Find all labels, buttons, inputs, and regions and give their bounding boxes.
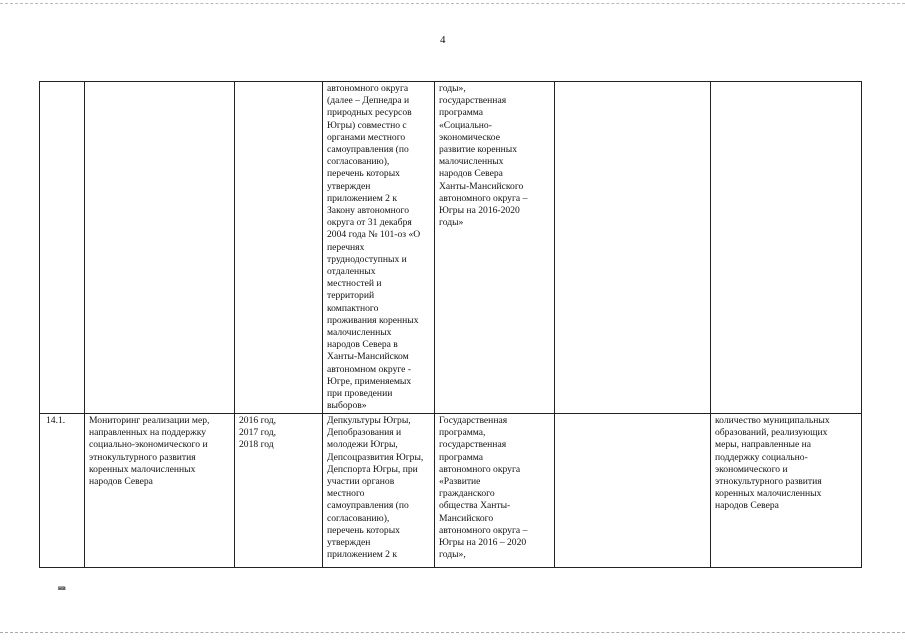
row-number-cell xyxy=(40,82,85,414)
scan-edge-top xyxy=(0,3,905,4)
page-number: 4 xyxy=(440,34,446,46)
program-cell: годы», государственная программа «Социально- экономическое развитие коренных малочисленных народов Севера Ханты-Мансийского автономного округа – Югры на 2016-2020 годы» xyxy=(435,82,555,414)
responsible-cell: Депкультуры Югры, Депобразования и молодежи Югры, Депсоцразвития Югры, Депспорта Югры, при участии органов местного самоуправления (по согласованию), перечень которых утвержден приложением 2 к xyxy=(323,414,435,568)
years-cell xyxy=(235,82,323,414)
indicator-cell xyxy=(711,82,862,414)
empty-cell xyxy=(555,82,711,414)
responsible-cell: автономного округа (далее – Депнедра и природных ресурсов Югры) совместно с органами местного самоуправления (по согласованию), перечень которых утвержден приложением 2 к Закону автономного округа от 31 декабря 2004 года № 101-оз «О перечнях труднодоступных и отдаленных местностей и территорий компактного проживания коренных малочисленных народов Севера в Ханты-Мансийском автономном округе - Югре, применяемых при проведении выборов» xyxy=(323,82,435,414)
measure-cell xyxy=(85,82,235,414)
footer-initials: нв xyxy=(58,584,66,592)
measure-cell: Мониторинг реализации мер, направленных на поддержку социально-экономического и этнокультурного развития коренных малочисленных народов Севера xyxy=(85,414,235,568)
measures-table xyxy=(39,81,862,568)
scan-edge-bottom xyxy=(0,632,905,633)
program-cell: Государственная программа, государственная программа автономного округа «Развитие гражданского общества Ханты- Мансийского автономного округа – Югры на 2016 – 2020 годы», xyxy=(435,414,555,568)
empty-cell xyxy=(555,414,711,568)
table-row xyxy=(40,414,862,568)
years-cell: 2016 год, 2017 год, 2018 год xyxy=(235,414,323,568)
row-number-cell: 14.1. xyxy=(40,414,85,568)
indicator-cell: количество муниципальных образований, реализующих меры, направленные на поддержку социально- экономического и этнокультурного развития коренных малочисленных народов Севера xyxy=(711,414,862,568)
table-row xyxy=(40,82,862,414)
